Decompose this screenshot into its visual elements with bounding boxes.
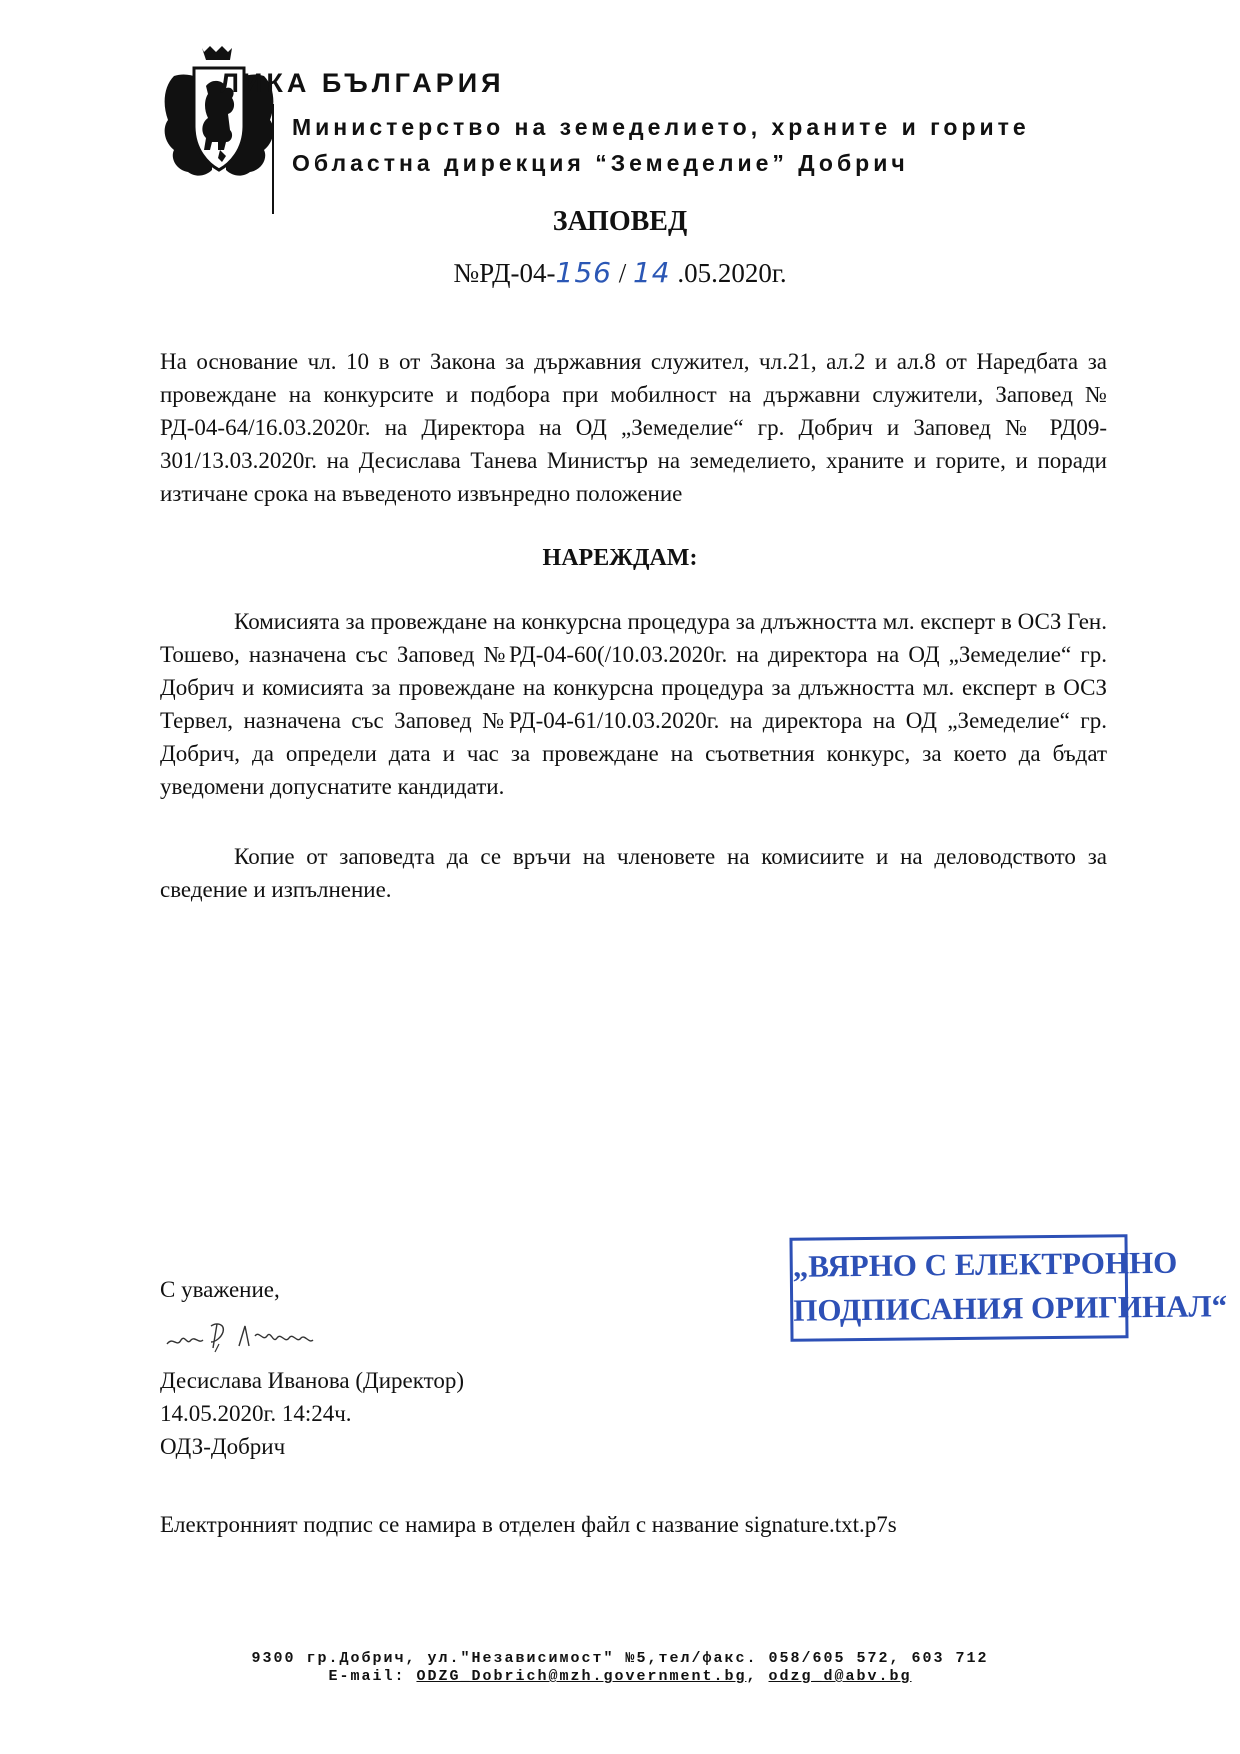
signer-organization: ОДЗ-Добрич (160, 1434, 286, 1459)
handwritten-signature (165, 1318, 355, 1354)
footer-email-2[interactable]: odzg_d@abv.bg (768, 1668, 912, 1685)
order-heading: НАРЕЖДАМ: (542, 545, 698, 571)
electronic-signature-note: Електронният подпис се намира в отделен файл с название signature.txt.p7s (160, 1512, 897, 1537)
footer-email-1[interactable]: ODZG_Dobrich@mzh.government.bg (416, 1668, 747, 1685)
order-date-suffix: .05.2020г. (670, 258, 787, 288)
order-paragraph: Комисията за провеждане на конкурсна процедура за длъжността мл. експерт в ОСЗ Ген. Тошево, назначена със Заповед №РД-04-60(/10.03.2020г. на директора на ОД „Земеделие“ гр. Добрич и комисията за провеждане на конкурсна процедура за длъжността мл. експерт в ОСЗ Тервел, назначена със Заповед №РД-04-61/10.03.2020г. на директора на ОД „Земеделие“ гр. Добрич, да определи дата и час за провеждане на съответния конкурс, за което да бъдат уведомени допуснатите кандидати. (160, 609, 1107, 799)
footer-email-label: E-mail: (328, 1668, 417, 1685)
order-number (0, 256, 1240, 289)
order-number-handwritten: 156 (555, 256, 612, 289)
footer (0, 1650, 1240, 1686)
footer-email-separator: , (746, 1668, 769, 1685)
footer-address: 9300 гр.Добрич, ул."Независимост" №5,тел/факс. 058/605 572, 603 712 (251, 1650, 989, 1667)
signed-datetime: 14.05.2020г. 14:24ч. (160, 1401, 352, 1426)
copy-paragraph: Копие от заповедта да се връчи на членовете на комисиите и на деловодството за сведение и изпълнение. (160, 844, 1107, 902)
salutation: С уважение, (160, 1277, 280, 1302)
stamp-line-2: ПОДПИСАНИЯ ОРИГИНАЛ“ (793, 1288, 1228, 1328)
letterhead (160, 46, 1060, 186)
certified-copy-stamp (789, 1234, 1228, 1342)
order-day-handwritten: 14 (632, 256, 671, 289)
signer-name: Десислава Иванова (Директор) (160, 1368, 465, 1393)
letterhead-rule (272, 104, 274, 214)
order-number-prefix: №РД-04- (453, 258, 556, 288)
signer-block (160, 1364, 464, 1463)
stamp-line-1: „ВЯРНО С ЕЛЕКТРОННО (792, 1244, 1178, 1284)
country-name: ЛИКА БЪЛГАРИЯ (220, 68, 505, 98)
footer-email-line (0, 1668, 1240, 1686)
directorate-name: Областна дирекция “Земеделие” Добрич (292, 150, 909, 176)
preamble-paragraph: На основание чл. 10 в от Закона за държавния служител, чл.21, ал.2 и ал.8 от Наредбата за провеждане на конкурсите и подбора при мобилност на държавни служители, Заповед № РД-04-64/16.03.2020г. на Директора на ОД „Земеделие“ гр. Добрич и Заповед № РД09-301/13.03.2020г. на Десислава Танева Министър на земеделието, храните и горите, и поради изтичане срока на въведеното извънредно положение (160, 349, 1107, 506)
coat-of-arms-icon (160, 46, 278, 184)
ministry-name: Министерство на земеделието, храните и горите (292, 114, 1030, 140)
order-number-separator: / (611, 258, 633, 288)
document-title: ЗАПОВЕД (552, 206, 688, 237)
